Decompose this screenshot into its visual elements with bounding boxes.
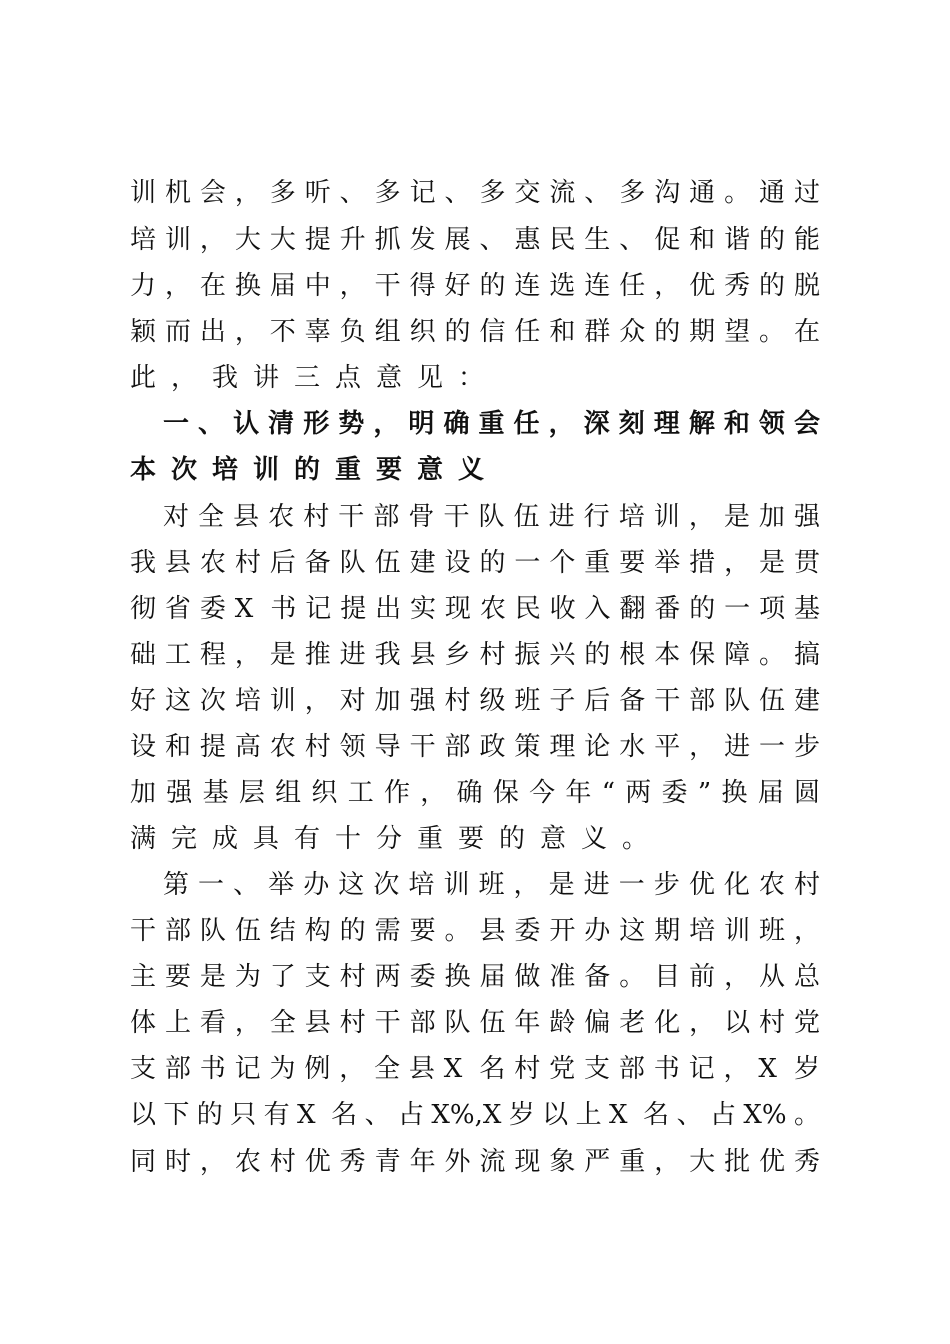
- paragraph-line: 训机会，多听、多记、多交流、多沟通。通过: [130, 178, 820, 208]
- paragraph-line: 此，我讲三点意见：: [130, 363, 500, 393]
- paragraph-line: 础工程，是推进我县乡村振兴的根本保障。搞: [130, 640, 820, 670]
- paragraph-line: 颖而出，不辜负组织的信任和群众的期望。在: [130, 317, 820, 347]
- paragraph-line: 干部队伍结构的需要。县委开办这期培训班，: [130, 916, 820, 946]
- paragraph-line: 设和提高农村领导干部政策理论水平，进一步: [130, 732, 820, 762]
- paragraph-line: 培训，大大提升抓发展、惠民生、促和谐的能: [130, 225, 820, 255]
- paragraph-line: 加强基层组织工作，确保今年“两委”换届圆: [130, 778, 820, 808]
- paragraph-line: 彻省委X 书记提出实现农民收入翻番的一项基: [130, 594, 820, 624]
- paragraph-line: 对全县农村干部骨干队伍进行培训，是加强: [163, 502, 820, 532]
- paragraph-line: 支部书记为例，全县X 名村党支部书记，X 岁: [130, 1054, 820, 1084]
- paragraph-line: 以下的只有X 名、占X%,X岁以上X 名、占X%。: [130, 1100, 820, 1130]
- section-heading: 本次培训的重要意义: [130, 455, 500, 485]
- paragraph-line: 好这次培训，对加强村级班子后备干部队伍建: [130, 686, 820, 716]
- paragraph-line: 我县农村后备队伍建设的一个重要举措，是贯: [130, 548, 820, 578]
- paragraph-line: 主要是为了支村两委换届做准备。目前，从总: [130, 962, 820, 992]
- section-heading: 一、认清形势，明确重任，深刻理解和领会: [163, 409, 820, 439]
- paragraph-line: 体上看，全县村干部队伍年龄偏老化，以村党: [130, 1008, 820, 1038]
- paragraph-line: 同时，农村优秀青年外流现象严重，大批优秀: [130, 1147, 820, 1177]
- paragraph-line: 力，在换届中，干得好的连选连任，优秀的脱: [130, 271, 820, 301]
- paragraph-line: 第一、举办这次培训班，是进一步优化农村: [163, 870, 820, 900]
- paragraph-line: 满完成具有十分重要的意义。: [130, 824, 664, 854]
